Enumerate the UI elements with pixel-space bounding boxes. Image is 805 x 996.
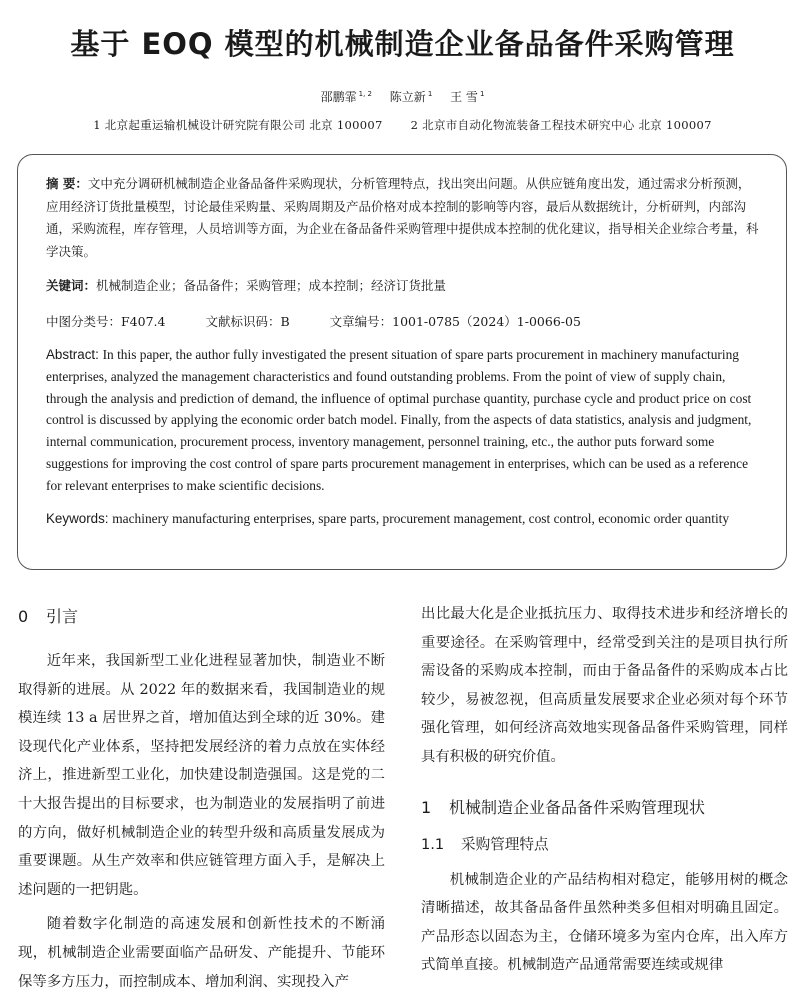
- clc-number: 中图分类号：F407.4: [46, 314, 166, 329]
- author-affil-mark: 1: [427, 90, 433, 98]
- affiliation-1: 1 北京起重运输机械设计研究院有限公司 北京 100007: [93, 118, 383, 132]
- paragraph: 机械制造企业的产品结构相对稳定，能够用树的概念清晰描述，故其备品备件虽然种类多但相对明确且固定。产品形态以固态为主，仓储环境多为室内仓库，出入库方式简单直接。机械制造产品通常需要连续或规律: [421, 871, 788, 974]
- paragraph: 出比最大化是企业抵抗压力、取得技术进步和经济增长的重要途径。在采购管理中，经常受到关注的是项目执行所需设备的采购成本控制，而由于备品备件的采购成本占比较少，易被忽视，但高质量发展要求企业必须对每个环节强化管理，如何经济高效地实现备品备件采购管理，同样具有积极的研究价值。: [421, 606, 788, 765]
- keywords-cn-label: 关键词：: [46, 278, 97, 293]
- paper-title: 基于 EOQ 模型的机械制造企业备品备件采购管理: [70, 27, 735, 61]
- author: [321, 90, 372, 104]
- subsection-title: 采购管理特点: [461, 835, 549, 853]
- subsection-number: 1.1: [421, 835, 445, 853]
- author-name: 陈立新: [389, 90, 426, 104]
- section-title: 引言: [46, 607, 79, 626]
- keywords-en-text: machinery manufacturing enterprises, spare parts, procurement management, cost control, economic order quantity: [112, 511, 730, 526]
- author: [450, 90, 484, 104]
- affiliations: [0, 117, 805, 133]
- article-number: 文章编号：1001-0785（2024）1-0066-05: [329, 314, 581, 329]
- keywords-cn-text: 机械制造企业；备品备件；采购管理；成本控制；经济订货批量: [96, 278, 447, 293]
- subsection-heading: [421, 830, 788, 860]
- author-name: 王 雪: [450, 90, 478, 104]
- document-code: 文献标识码：B: [205, 314, 290, 329]
- keywords-en: [46, 508, 762, 530]
- paragraph: 随着数字化制造的高速发展和创新性技术的不断涌现，机械制造企业需要面临产品研发、产能提升、节能环保等多方压力，而控制成本、增加利润、实现投入产: [18, 916, 385, 990]
- keywords-en-label: Keywords:: [46, 511, 113, 526]
- abstract-en: [46, 344, 762, 497]
- classification-meta: [46, 312, 762, 332]
- section-heading: [18, 600, 385, 633]
- keywords-cn: [46, 276, 762, 296]
- abstract-cn-label: 摘 要：: [46, 176, 88, 191]
- author-list: [0, 88, 805, 105]
- section-heading: [421, 791, 788, 824]
- author: [390, 90, 432, 104]
- body-column-right: [421, 600, 788, 980]
- section-number: 1: [421, 797, 432, 817]
- body-column-left: [18, 600, 385, 996]
- author-affil-mark: 1: [479, 90, 485, 98]
- abstract-cn-text: 文中充分调研机械制造企业备品备件采购现状，分析管理特点，找出突出问题。从供应链角度出发，通过需求分析预测，应用经济订货批量模型，讨论最佳采购量、采购周期及产品价格对成本控制的影响等内容，最后从数据统计，分析研判，内部沟通，采购流程，库存管理，人员培训等方面，为企业在备品备件采购管理中提供成本控制的优化建议，指导相关企业综合考量，科学决策。: [46, 176, 759, 259]
- abstract-en-text: In this paper, the author fully investigated the present situation of spare parts procurement in machinery manufacturing enterprises, analyzed the management characteristics and found outstanding problems. From the point of view of supply chain, through the analysis and prediction of demand, the influence of optimal purchase quantity, purchase cycle and product price on cost control is discussed by applying the economic order batch model. Finally, from the aspects of data statistics, analysis and judgment, internal communication, procurement process, inventory management, personnel training, etc., the author puts forward some suggestions for improving the cost control of spare parts procurement management in enterprises, which can be used as a reference for relevant enterprises to make scientific decisions.: [46, 347, 752, 493]
- paragraph: 近年来，我国新型工业化进程显著加快，制造业不断取得新的进展。从 2022 年的数据来看，我国制造业的规模连续 13 a 居世界之首，增加值达到全球的近 30%。建设现代化产业体系，坚持把发展经济的着力点放在实体经济上，推进新型工业化，加快建设制造强国。这是党的二十大报告提出的目标要求，也为制造业的发展指明了前进的方向，做好机械制造企业的转型升级和高质量发展成为重要课题。从生产效率和供应链管理方面入手，是解决上述问题的一把钥匙。: [18, 653, 385, 898]
- abstract-en-label: Abstract:: [46, 347, 103, 362]
- abstract-cn: [46, 173, 762, 263]
- author-affil-mark: 1, 2: [358, 90, 372, 98]
- author-name: 邵鹏霏: [320, 90, 357, 104]
- affiliation-2: 2 北京市自动化物流装备工程技术研究中心 北京 100007: [410, 118, 712, 132]
- section-title: 机械制造企业备品备件采购管理现状: [449, 797, 706, 817]
- section-number: 0: [18, 607, 29, 626]
